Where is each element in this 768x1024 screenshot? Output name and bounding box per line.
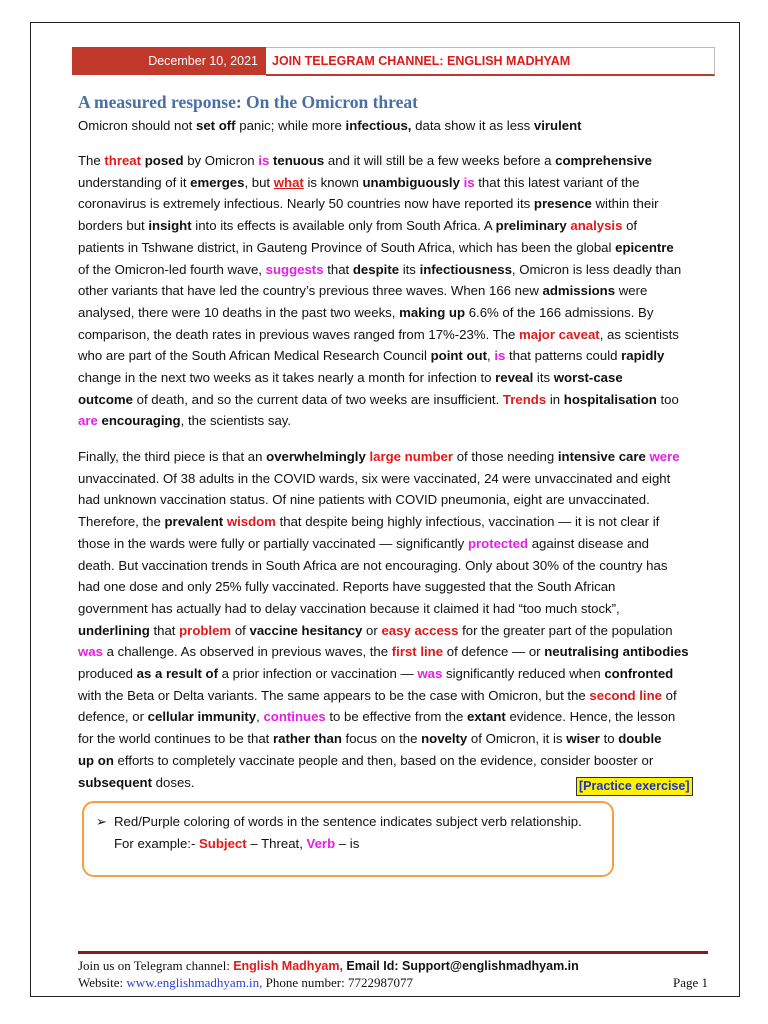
text-run: evidence. Hence, the lesson [505,709,676,725]
text-run: , the scientists say. [180,413,292,429]
text-line [78,706,708,728]
text-run: confronted [604,666,674,682]
text-run: is [494,348,506,364]
footer-website-prefix: Website: [78,975,127,990]
text-run: were [615,283,648,299]
note-example-prefix: For example:- [114,836,200,851]
text-run: or [362,622,382,638]
text-line [78,468,708,490]
text-run: a challenge. As observed in previous waves, the [102,644,392,660]
text-line [78,280,708,302]
text-run: were [649,449,680,464]
text-line [78,750,708,772]
text-run: change in the next two weeks as it takes nearly a month for infection to [78,370,496,386]
text-run: epicentre [615,239,674,255]
footer-line-1 [78,958,579,974]
text-run: focus on the [341,731,422,747]
paragraph-1 [78,150,708,432]
text-run: by Omicron [183,153,259,168]
footer-channel-name: English Madhyam, [233,959,343,973]
footer-website-link[interactable]: www.englishmadhyam.in, [126,975,263,990]
text-run: encouraging [101,413,181,429]
text-run: other variants that have led the country’s previous three waves. When 166 new [78,283,543,299]
text-run: of Omicron, it is [467,731,567,747]
text-run: 6.6% of the 166 admissions. By [465,304,654,320]
text-line [78,259,708,281]
text-run: as a result of [136,666,219,682]
text-run: rapidly [621,348,665,364]
text-run: that [323,261,353,277]
header-date: December 10, 2021 [72,47,266,75]
text-run: , [486,348,495,364]
text-run: had unknown vaccination status. Of nine patients with COVID pneumonia, eight are unvaccinated. [78,492,650,508]
text-run: of those needing [453,449,558,464]
text-run: data show it as less [411,118,534,133]
text-run: insight [148,218,192,234]
text-run: Trends [502,391,547,407]
text-run: for the world continues to be that [78,731,273,747]
text-run: was [78,644,103,660]
text-run: emerges [190,174,245,190]
text-run: that despite being highly infectious, vaccination — it is not clear if [275,514,660,530]
footer-email: Email Id: Support@englishmadhyam.in [342,959,579,973]
text-run: problem [179,622,232,638]
text-run: analysis [570,218,623,234]
text-run: for the greater part of the population [458,622,673,638]
text-run: was [417,666,443,682]
text-run: despite [352,261,400,277]
text-line [78,150,708,172]
text-run: significantly reduced when [442,666,605,682]
text-run: panic; while more [235,118,346,133]
text-run: first line [391,644,444,660]
text-run: , [256,709,264,725]
text-run: major [519,326,555,342]
text-run: making up [399,304,466,320]
paragraph-2 [78,446,708,793]
text-run: that [149,622,180,638]
text-run: doses. [152,774,195,790]
text-run: patients in Tshwane district, in Gauteng Province of South Africa, which has been the global [78,239,616,255]
note-text: Red/Purple coloring of words in the sentence indicates subject verb relationship. [114,814,582,829]
note-subject-label: Subject [199,836,247,851]
text-run: with the Beta or Delta variants. The same appears to be the case with Omicron, but the [78,687,590,703]
text-run: double [618,731,662,747]
note-line-1 [96,811,582,833]
text-run: worst-case [553,370,623,386]
text-run: point out [430,348,487,364]
text-run: comprehensive [555,153,652,168]
article-subtitle [78,118,582,133]
text-run: protected [467,535,529,551]
text-run: caveat [558,326,600,342]
text-run: threat [104,153,142,168]
text-run: presence [533,196,592,212]
text-run: government has actually had to delay vaccination because it claimed it had “too much stock”, [78,600,620,616]
footer-line-2 [78,975,708,991]
text-run: wisdom [226,514,276,530]
text-run: infectiousness [419,261,512,277]
text-run: of [622,218,638,234]
text-run: defence, or [78,709,148,725]
legend-note-box [82,801,614,877]
text-run: of [661,687,677,703]
text-run: to [599,731,619,747]
text-run: unambiguously [362,174,460,190]
text-line [78,389,708,411]
text-run: novelty [421,731,468,747]
text-run: outcome [78,391,133,407]
text-line [78,728,708,750]
text-line [78,215,708,237]
text-run: against disease and [528,535,650,551]
text-run: preliminary [495,218,567,234]
text-run: is [258,153,270,168]
note-verb-label: Verb [306,836,336,851]
footer-phone: Phone number: 7722987077 [262,975,413,990]
text-run: comparison, the death rates in previous waves ranged from 17%-23%. The [78,326,520,342]
text-run: wiser [566,731,600,747]
text-run: too [656,391,679,407]
text-line [78,533,708,555]
text-line [78,555,708,577]
text-run: unvaccinated. Of 38 adults in the COVID wards, six were vaccinated, 24 were unvaccinated and eight [78,470,671,486]
text-run: borders but [78,218,149,234]
text-run: overwhelmingly [266,449,366,464]
header-bar [72,47,708,75]
text-run: those in the wards were fully or partially vaccinated — significantly [78,535,468,551]
text-line [78,576,708,598]
text-run: its [533,370,554,386]
text-run: cellular immunity [147,709,257,725]
text-run: efforts to completely vaccinate people and then, based on the evidence, consider booster or [113,752,654,768]
text-line [78,193,708,215]
text-run: understanding of it [78,174,191,190]
text-run: a prior infection or vaccination — [218,666,418,682]
text-run: hospitalisation [563,391,657,407]
text-run: second line [589,687,662,703]
text-run: continues [263,709,326,725]
text-run: tenuous [272,153,325,168]
text-line [78,324,708,346]
text-run: up on [78,752,114,768]
text-run: had one dose and only 25% fully vaccinated. Reports have suggested that the South African [78,579,616,595]
text-line [78,367,708,389]
text-run: extant [466,709,506,725]
footer-join-text: Join us on Telegram channel: [78,958,234,973]
text-line [78,237,708,259]
text-run: intensive care [557,449,646,464]
text-run: within their [591,196,659,212]
text-run: vaccine hesitancy [249,622,363,638]
text-run: posed [144,153,184,168]
text-run: of [231,622,250,638]
note-example-subject: – Threat, [246,836,307,851]
text-run: death. But vaccination trends in South Africa are not encouraging. Only about 30% of the country has [78,557,668,573]
text-run: admissions [542,283,616,299]
text-run: are [78,413,98,429]
text-line [78,446,708,468]
text-run: of defence — or [443,644,545,660]
text-line [78,302,708,324]
text-run: Omicron should not [78,118,197,133]
text-run: reveal [495,370,534,386]
practice-exercise-label: [Practice exercise] [576,777,693,796]
text-line [78,663,708,685]
text-run: in [546,391,564,407]
text-run: set off [196,118,236,133]
text-run: is known [303,174,363,190]
text-run: that this latest variant of the [474,174,640,190]
text-run: , Omicron is less deadly than [511,261,682,277]
text-line [78,641,708,663]
text-run: suggests [265,261,324,277]
text-run: coronavirus is extremely infectious. Nearly 50 countries now have reported its [78,196,534,212]
text-run: neutralising antibodies [544,644,689,660]
text-run: rather than [273,731,342,747]
text-run: and it will still be a few weeks before a [324,153,556,168]
text-line [78,511,708,533]
text-run: what [273,174,304,190]
footer-divider [78,951,708,954]
article-title: A measured response: On the Omicron threat [78,92,418,112]
text-run: of the Omicron-led fourth wave, [78,261,266,277]
text-run: underlining [78,622,150,638]
text-line [78,598,708,620]
note-line-2 [114,833,359,855]
text-run: , but [244,174,274,190]
text-run: large number [369,449,454,464]
text-run: Finally, the third piece is that an [78,449,267,464]
text-run: infectious, [345,118,412,133]
text-run: into its effects is available only from South Africa. A [191,218,496,234]
text-run: produced [78,666,137,682]
text-run: that patterns could [505,348,622,364]
text-run: , as scientists [599,326,679,342]
note-example-verb: – is [335,836,360,851]
text-run: The [78,153,105,168]
text-line [78,489,708,511]
text-line [78,410,708,432]
text-run: analysed, there were 10 deaths in the past two weeks, [78,304,400,320]
text-run: easy access [381,622,459,638]
text-run: Therefore, the [78,514,165,530]
page-number: Page 1 [672,975,708,990]
text-line [78,172,708,194]
text-line [78,685,708,707]
text-run: its [399,261,420,277]
text-run: prevalent [164,514,224,530]
text-run: who are part of the South African Medical Research Council [78,348,431,364]
arrow-bullet-icon: ➢ [96,814,108,829]
text-line [78,345,708,367]
text-run: subsequent [78,774,153,790]
text-run: of death, and so the current data of two weeks are insufficient. [132,391,503,407]
text-run: virulent [533,118,582,133]
text-run: to be effective from the [325,709,467,725]
header-telegram-banner: JOIN TELEGRAM CHANNEL: ENGLISH MADHYAM [266,47,715,76]
text-line [78,620,708,642]
text-run: is [463,174,475,190]
